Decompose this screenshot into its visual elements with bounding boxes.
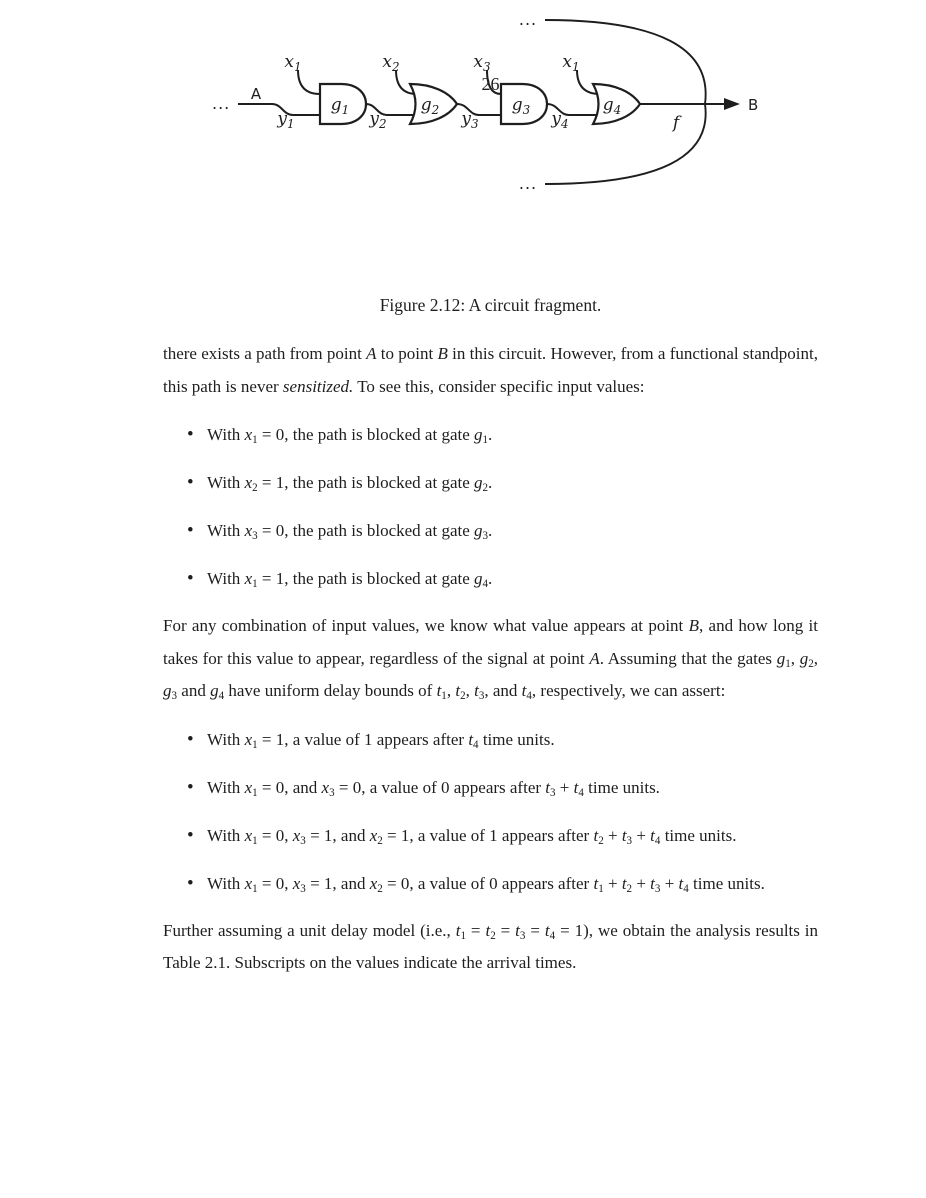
label-point-b: B: [748, 96, 759, 114]
label-input-x3: $x_3$: [473, 52, 491, 74]
bullet-item: • With $x_1 = 0$, $x_3 = 1$, and $x_2 = 1$, a value of 1 appears after $t_2 + t_3 + t_4$ time units.: [163, 819, 818, 852]
label-gate-g1: $g_1$: [330, 95, 350, 117]
label-output-f: f: [672, 113, 680, 133]
label-gate-g2: $g_2$: [420, 95, 440, 117]
page-number: 26: [481, 74, 500, 94]
figure-caption: Figure 2.12: A circuit fragment.: [379, 295, 602, 315]
label-gate-g3: $g_3$: [511, 95, 531, 117]
bullet-item: • With $x_3 = 0$, the path is blocked at gate $g_3$.: [163, 514, 818, 547]
bullet-item: • With $x_1 = 0$, and $x_3 = 0$, a value of 0 appears after $t_3 + t_4$ time units.: [163, 771, 818, 804]
arrowhead: [724, 98, 740, 110]
label-wire-y4: $y_4$: [551, 109, 569, 131]
label-input-x2: $x_2$: [382, 52, 400, 74]
paragraph-unit-delay: Further assuming a unit delay model (i.e., $t_1 = t_2 = t_3 = t_4 = 1$), we obtain the analysis results in Table 2.1. Subscripts on the values indicate the arrival times.: [163, 920, 819, 972]
left-ellipsis: ...: [212, 94, 231, 113]
bullet-item: • With $x_1 = 0$, the path is blocked at gate $g_1$.: [163, 418, 818, 451]
label-gate-g4: $g_4$: [602, 95, 622, 117]
bullet-item: • With $x_2 = 1$, the path is blocked at gate $g_2$.: [163, 466, 818, 499]
label-wire-y1: $y_1$: [277, 109, 295, 131]
bullet-item: • With $x_1 = 0$, $x_3 = 1$, and $x_2 = 0$, a value of 0 appears after $t_1 + t_2 + t_3 + t_4$ time units.: [163, 867, 818, 900]
paragraph-delays: For any combination of input values, we know what value appears at point B, and how long it takes for this value to appear, regardless of the signal at point A. Assuming that the gates $g_1$, $g_2$, $g_3$ and $g_4$ have uniform delay bounds of $t_1$, $t_2$, $t_3$, and $t_4$, respectively, we can assert:: [163, 616, 818, 702]
body-text: [163, 338, 818, 995]
label-input-x1b: $x_1$: [562, 52, 580, 74]
top-ellipsis: ...: [518, 10, 538, 29]
label-wire-y3: $y_3$: [461, 109, 479, 131]
bullet-list-blocking: [163, 418, 818, 595]
label-input-x1: $x_1$: [284, 52, 302, 74]
circuit-diagram: [0, 0, 926, 222]
bullet-list-timing: [163, 723, 818, 900]
bottom-ellipsis: ...: [518, 174, 538, 193]
bullet-item: • With $x_1 = 1$, a value of 1 appears after $t_4$ time units.: [163, 723, 818, 756]
label-wire-y2: $y_2$: [369, 109, 387, 131]
bullet-item: • With $x_1 = 1$, the path is blocked at gate $g_4$.: [163, 562, 818, 595]
circuit-figure: [0, 0, 926, 300]
label-point-a: A: [250, 85, 262, 103]
paragraph-intro: there exists a path from point A to point B in this circuit. However, from a functional standpoint, this path is never sensitized. To see this, consider specific input values:: [163, 344, 818, 396]
